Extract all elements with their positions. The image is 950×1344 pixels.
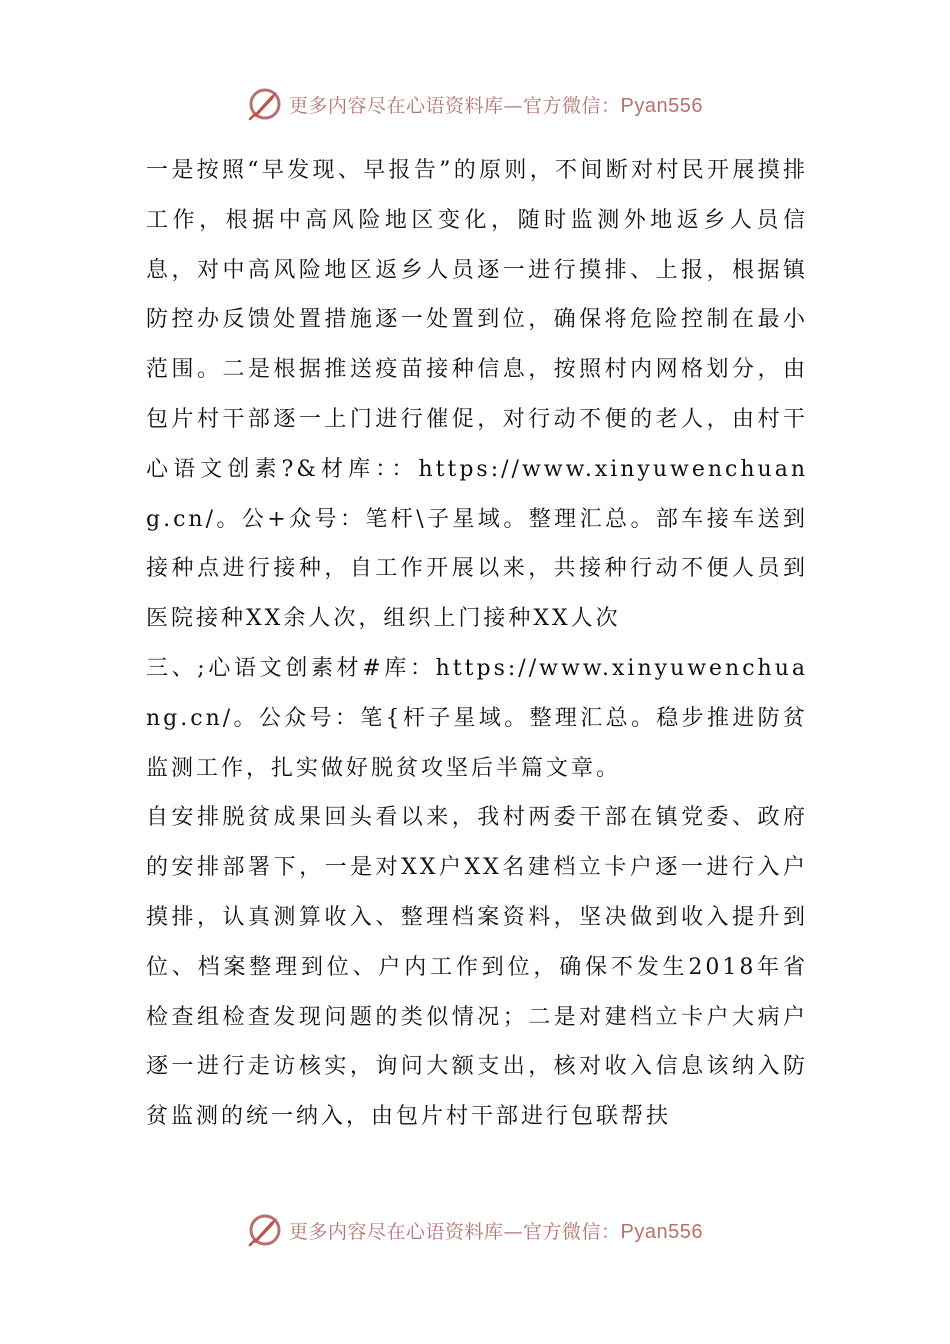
document-body: [146, 146, 808, 1142]
header-brand: 更多内容尽在心语资料库—官方微信：: [289, 94, 621, 117]
footer-wechat-id: Pyan556: [620, 1220, 703, 1243]
pen-nib-logo-icon: [247, 1212, 283, 1248]
footer-banner: [0, 1208, 950, 1252]
paragraph-2: 三、;心语文创素材#库：https://www.xinyuwenchuang.cn/。公众号：笔{杆子星域。整理汇总。稳步推进防贫监测工作，扎实做好脱贫攻坚后半篇文章。: [146, 655, 808, 781]
header-banner: [0, 82, 950, 126]
paragraph-3: 自安排脱贫成果回头看以来，我村两委干部在镇党委、政府的安排部署下，一是对XX户XX名建档立卡户逐一进行入户摸排，认真测算收入、整理档案资料，坚决做到收入提升到位、档案整理到位、户内工作到位，确保不发生2018年省检查组检查发现问题的类似情况；二是对建档立卡户大病户逐一进行走访核实，询问大额支出，核对收入信息该纳入防贫监测的统一纳入，由包片村干部进行包联帮扶: [146, 805, 808, 1130]
footer-brand: 更多内容尽在心语资料库—官方微信：: [289, 1220, 621, 1243]
paragraph-1: 一是按照“早发现、早报告”的原则，不间断对村民开展摸排工作，根据中高风险地区变化，随时监测外地返乡人员信息，对中高风险地区返乡人员逐一进行摸排、上报，根据镇防控办反馈处置措施逐一处置到位，确保将危险控制在最小范围。二是根据推送疫苗接种信息，按照村内网格划分，由包片村干部逐一上门进行催促，对行动不便的老人，由村干心语文创素?&材库：：https://www.xinyuwenchuang.cn/。公+众号：笔杆\子星域。整理汇总。部车接车送到接种点进行接种，自工作开展以来，共接种行动不便人员到医院接种XX余人次，组织上门接种XX人次: [146, 158, 808, 632]
header-wechat-id: Pyan556: [620, 94, 703, 117]
header-brand-text: [289, 91, 703, 118]
footer-brand-text: [289, 1217, 703, 1244]
pen-nib-logo-icon: [247, 86, 283, 122]
